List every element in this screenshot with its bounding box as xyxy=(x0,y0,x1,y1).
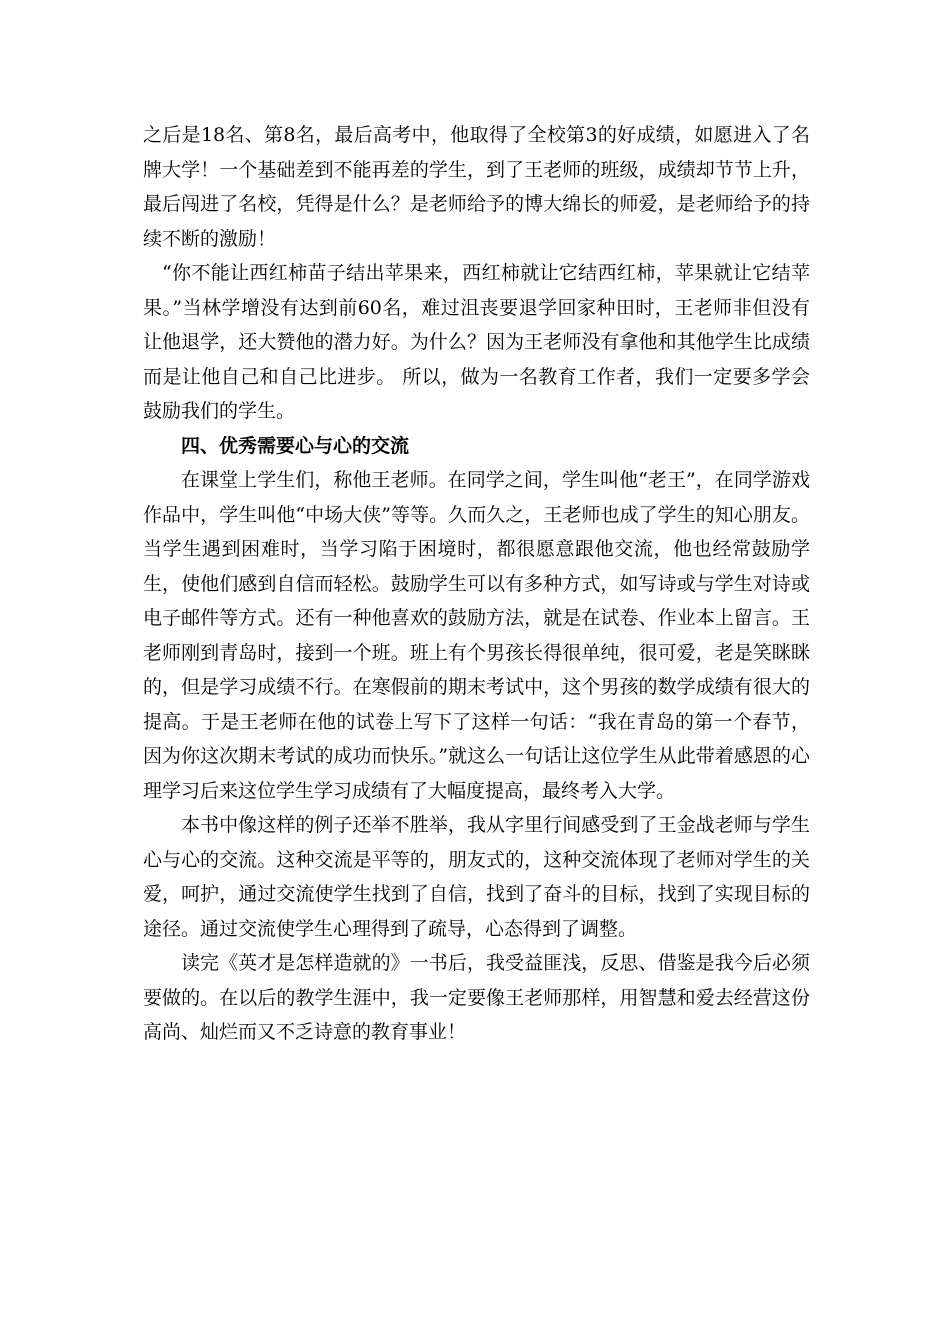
paragraph-conclusion: 读完《英才是怎样造就的》一书后，我受益匪浅，反思、借鉴是我今后必须要做的。在以后的教学生涯中，我一定要像王老师那样，用智慧和爱去经营这份高尚、灿烂而又不乏诗意的教育事业！ xyxy=(143,952,810,1043)
paragraph-tomato-quote: “你不能让西红柿苗子结出苹果来，西红柿就让它结西红柿，苹果就让它结苹果。”当林学增没有达到前60名，难过沮丧要退学回家种田时，王老师非但没有让他退学，还大赞他的潜力好。为什么？因为王老师没有拿他和其他学生比成绩而是让他自己和自己比进步。 所以，做为一名教育工作者，我们一定要多学会鼓励我们的学生。 xyxy=(143,262,810,422)
paragraph-communication: 在课堂上学生们，称他王老师。在同学之间，学生叫他“老王”，在同学游戏作品中，学生叫他“中场大侠”等等。久而久之，王老师也成了学生的知心朋友。当学生遇到困难时，当学习陷于困境时，都很愿意跟他交流，他也经常鼓励学生，使他们感到自信而轻松。鼓励学生可以有多种方式，如写诗或与学生对诗或电子邮件等方式。还有一种他喜欢的鼓励方法，就是在试卷、作业本上留言。王老师刚到青岛时，接到一个班。班上有个男孩长得很单纯，很可爱，老是笑眯眯的，但是学习成绩不行。在寒假前的期末考试中，这个男孩的数学成绩有很大的提高。于是王老师在他的试卷上写下了这样一句话：“我在青岛的第一个春节，因为你这次期末考试的成功而快乐。”就这么一句话让这位学生从此带着感恩的心理学习后来这位学生学习成绩有了大幅度提高，最终考入大学。 xyxy=(143,469,810,802)
document-page xyxy=(143,118,810,1050)
section-heading-4: 四、优秀需要心与心的交流 xyxy=(181,434,410,457)
paragraph-achievement: 之后是18名、第8名，最后高考中，他取得了全校第3的好成绩，如愿进入了名牌大学！一个基础差到不能再差的学生，到了王老师的班级，成绩却节节上升，最后闯进了名校，凭得是什么？是老师给予的博大绵长的师爱，是老师给予的持续不断的激励！ xyxy=(143,124,810,250)
paragraph-book-examples: 本书中像这样的例子还举不胜举，我从字里行间感受到了王金战老师与学生心与心的交流。这种交流是平等的，朋友式的，这种交流体现了老师对学生的关爱，呵护，通过交流使学生找到了自信，找到了奋斗的目标，找到了实现目标的途径。通过交流使学生心理得到了疏导，心态得到了调整。 xyxy=(143,814,810,940)
